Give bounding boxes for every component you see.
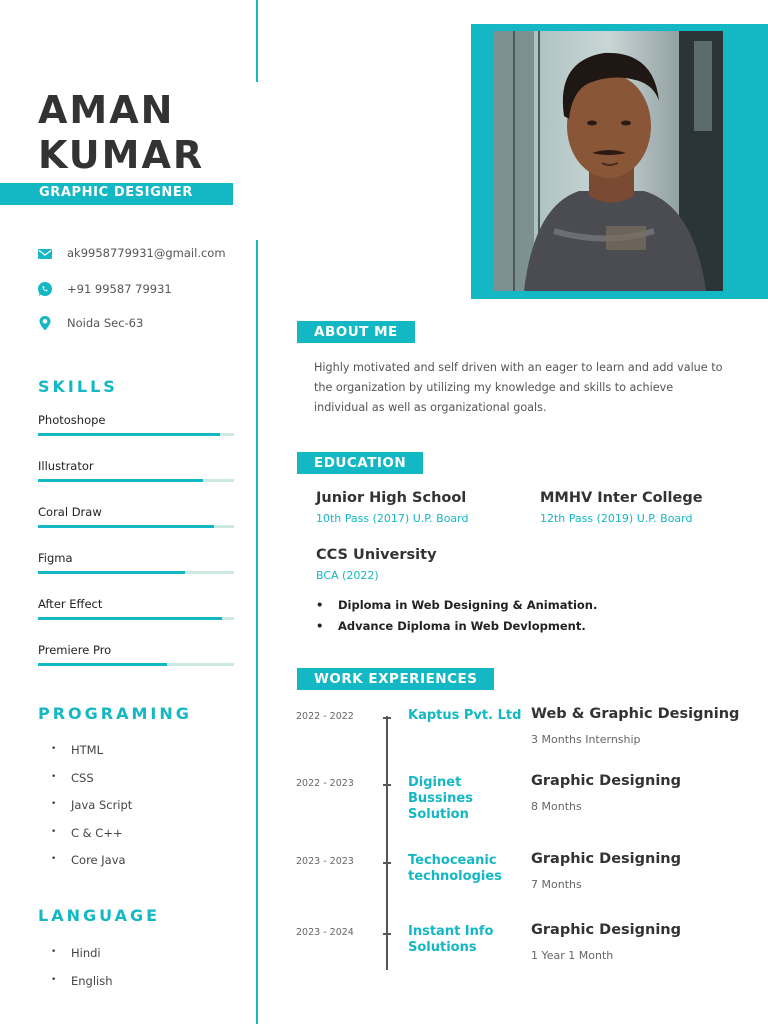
list-item-text: Hindi xyxy=(71,946,101,960)
work-date: 2023 - 2024 xyxy=(296,927,354,938)
work-company: Diginet Bussines Solution xyxy=(408,775,473,822)
skill-label: Premiere Pro xyxy=(38,643,112,657)
work-role: Graphic Designing xyxy=(531,922,681,938)
list-item-text: CSS xyxy=(71,770,94,785)
about-text: Highly motivated and self driven with an eager to learn and add value to the organization by utilizing my knowledge and skills to achieve individual as well as organizational goals. xyxy=(314,361,723,414)
timeline-tick xyxy=(383,933,391,935)
education-sub-2: 12th Pass (2019) U.P. Board xyxy=(540,512,693,525)
list-item-text: C & C++ xyxy=(71,825,123,840)
skills-heading: SKILLS xyxy=(38,377,118,396)
contact-location: Noida Sec-63 xyxy=(67,316,144,330)
top-divider-line xyxy=(256,0,258,82)
skill-bar-fill xyxy=(38,617,222,620)
skill-bar xyxy=(38,525,234,528)
list-item-text: Core Java xyxy=(71,853,126,867)
work-duration: 1 Year 1 Month xyxy=(531,949,614,962)
skill-bar xyxy=(38,433,234,436)
about-heading: ABOUT ME xyxy=(297,321,415,343)
work-company: Instant Info Solutions xyxy=(408,924,494,955)
skill-bar xyxy=(38,479,234,482)
skill-bar xyxy=(38,663,234,666)
work-company: Kaptus Pvt. Ltd xyxy=(408,708,522,723)
skill-label: Illustrator xyxy=(38,459,94,473)
work-date: 2022 - 2023 xyxy=(296,778,354,789)
skill-label: Photoshope xyxy=(38,413,106,427)
education-title-3: CCS University xyxy=(316,547,437,563)
last-name: KUMAR xyxy=(38,133,205,177)
contact-phone: +91 99587 79931 xyxy=(67,282,172,296)
location-pin-icon xyxy=(37,315,53,331)
skill-bar-fill xyxy=(38,663,167,666)
work-duration: 3 Months Internship xyxy=(531,733,641,746)
diploma-text-1: Diploma in Web Designing & Animation. xyxy=(338,598,598,612)
diploma-text-2: Advance Diploma in Web Devlopment. xyxy=(338,619,586,633)
skill-label: After Effect xyxy=(38,597,103,611)
skill-label: Coral Draw xyxy=(38,505,102,519)
education-title-2: MMHV Inter College xyxy=(540,490,703,506)
work-heading: WORK EXPERIENCES xyxy=(297,668,494,690)
work-date: 2022 - 2022 xyxy=(296,711,354,722)
skill-label: Figma xyxy=(38,551,73,565)
timeline-tick xyxy=(383,784,391,786)
education-heading: EDUCATION xyxy=(297,452,423,474)
timeline-tick xyxy=(383,862,391,864)
work-role: Web & Graphic Designing xyxy=(531,706,740,722)
skill-bar-fill xyxy=(38,433,220,436)
timeline-line xyxy=(386,716,388,970)
work-duration: 7 Months xyxy=(531,878,582,891)
education-sub-3: BCA (2022) xyxy=(316,569,379,582)
work-date: 2023 - 2023 xyxy=(296,856,354,867)
list-item-text: English xyxy=(71,974,113,988)
skill-bar-fill xyxy=(38,525,214,528)
work-company: Techoceanic technologies xyxy=(408,853,502,884)
email-icon xyxy=(37,246,53,262)
work-role: Graphic Designing xyxy=(531,773,681,789)
profile-photo xyxy=(494,31,723,291)
work-duration: 8 Months xyxy=(531,800,582,813)
work-role: Graphic Designing xyxy=(531,851,681,867)
timeline-tick xyxy=(383,717,391,719)
language-heading: LANGUAGE xyxy=(38,906,161,925)
whatsapp-icon xyxy=(37,281,53,297)
education-title-1: Junior High School xyxy=(316,490,467,506)
job-title: GRAPHIC DESIGNER xyxy=(39,185,193,200)
education-sub-1: 10th Pass (2017) U.P. Board xyxy=(316,512,469,525)
skill-bar-fill xyxy=(38,479,203,482)
list-item-text: Java Script xyxy=(71,798,133,812)
side-divider-line xyxy=(256,240,258,1024)
skill-bar-fill xyxy=(38,571,185,574)
skill-bar xyxy=(38,571,234,574)
programing-heading: PROGRAMING xyxy=(38,704,192,723)
list-item-text: HTML xyxy=(71,743,104,757)
first-name: AMAN xyxy=(38,88,175,132)
skill-bar xyxy=(38,617,234,620)
contact-email: ak9958779931@gmail.com xyxy=(67,246,226,260)
